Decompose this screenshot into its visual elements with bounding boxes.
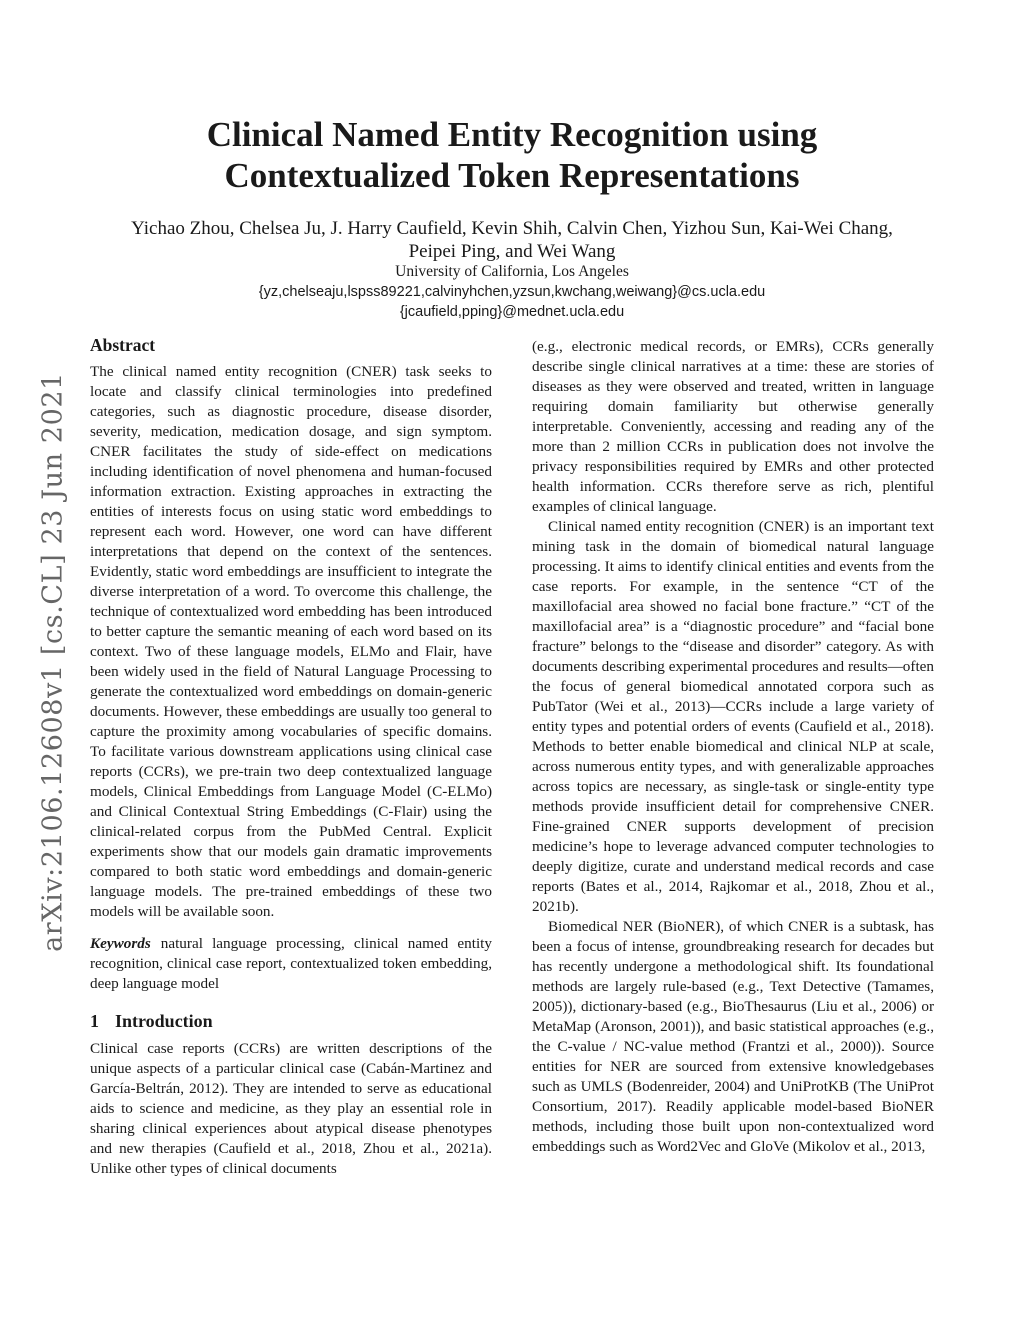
paper-title: [150, 114, 874, 196]
section-heading-introduction: [90, 1010, 492, 1033]
intro-paragraph-3: Clinical named entity recognition (CNER) is an important text mining task in the domain of biomedical natural language processing. It aims to identify clinical entities and events from the case reports. For example, in the sentence “CT of the maxillofacial area showed no facial bone fracture.” “CT of the maxillofacial area” is a “diagnostic procedure” and “facial bone fracture” belongs to the “disease and disorder” category. As with documents describing experimental procedures and results—often the focus of general biomedical annotated corpora such as PubTator (Wei et al., 2013)—CCRs include a large variety of entity types and potential orders of events (Caufield et al., 2018). Methods to better enable biomedical and clinical NLP at scale, across numerous entity types, and with generalizable approaches across topics are necessary, as single-task or single-entity type methods provide insufficient detail for comprehensive CNER. Fine-grained CNER supports development of precision medicine’s hope to leverage advanced computer technologies to deeply digitize, curate and understand medical records and case reports (Bates et al., 2014, Rajkomar et al., 2018, Zhou et al., 2021b).: [532, 518, 934, 915]
email-line-2: {jcaufield,pping}@mednet.ucla.edu: [399, 304, 625, 320]
keywords-label: Keywords: [90, 935, 151, 952]
intro-paragraph-4: Biomedical NER (BioNER), of which CNER is a subtask, has been a focus of intense, groundbreaking research for decades but has recently undergone a methodological shift. Its foundational methods are largely rule-based (e.g., Text Detective (Tamames, 2005)), dictionary-based (e.g., BioThesaurus (Liu et al., 2006) or MetaMap (Aronson, 2001)), and basic statistical approaches (e.g., the C-value / NC-value method (Frantzi et al., 2000)). Source entities for NER are sourced from extensive knowledgebases such as UMLS (Bodenreider, 2004) and UniProtKB (The UniProt Consortium, 2017). Readily applicable model-based BioNER methods, including those built upon non-contextualized word embeddings such as Word2Vec and GloVe (Mikolov et al., 2013,: [532, 918, 934, 1155]
keywords-text: natural language processing, clinical named entity recognition, clinical case report, contextualized token embedding, deep language model: [90, 935, 492, 992]
affiliation: University of California, Los Angeles: [395, 263, 629, 280]
arxiv-sidebar-stamp: [28, 372, 78, 952]
intro-paragraph-2: (e.g., electronic medical records, or EMRs), CCRs generally describe single clinical narratives at a time: these are stories of diseases as they were observed and treated, written in language requiring domain familiarity but otherwise generally interpretable. Conveniently, accessing and reading any of the more than 2 million CCRs in publication does not involve the privacy responsibilities required by EMRs and other protected health information. CCRs therefore serve as rich, plentiful examples of clinical language.: [532, 338, 934, 515]
keywords: [90, 934, 492, 994]
author-list: [100, 217, 924, 263]
abstract-heading: Abstract: [90, 335, 156, 355]
right-column: [532, 337, 934, 1157]
authors-line-1: Yichao Zhou, Chelsea Ju, J. Harry Caufield, Kevin Shih, Calvin Chen, Yizhou Sun, Kai-Wei Chang,: [131, 218, 893, 239]
abstract-text: The clinical named entity recognition (CNER) task seeks to locate and classify clinical terminologies into predefined categories, such as diagnostic procedure, disease disorder, severity, medication, medication dosage, and sign symptom. CNER facilitates the study of side-effect on medications including identification of novel phenomena and human-focused information extraction. Existing approaches in extracting the entities of interests focus on using static word embeddings to represent each word. However, one word can have different interpretations that depend on the context of the sentences. Evidently, static word embeddings are insufficient to integrate the diverse interpretation of a word. To overcome this challenge, the technique of contextualized word embedding has been introduced to better capture the semantic meaning of each word based on its context. Two of these language models, ELMo and Flair, have been widely used in the field of Natural Language Processing to generate the contextualized word embeddings on domain-generic documents. However, these embeddings are usually too general to capture the proximity among vocabularies of specific domains. To facilitate various downstream applications using clinical case reports (CCRs), we pre-train two deep contextualized language models, Clinical Embeddings from Language Model (C-ELMo) and Clinical Contextual String Embeddings (C-Flair) using the clinical-related corpus from the PubMed Central. Explicit experiments show that our models gain dramatic improvements compared to both static word embeddings and domain-generic language models. The pre-trained embeddings of these two models will be available soon.: [90, 363, 492, 920]
section-number: 1: [90, 1011, 99, 1031]
arxiv-id: arXiv:2106.12608v1 [cs.CL] 23 Jun 2021: [37, 372, 69, 952]
title-line-1: Clinical Named Entity Recognition using: [206, 115, 818, 154]
left-column: [90, 334, 492, 1179]
authors-line-2: Peipei Ping, and Wei Wang: [408, 241, 616, 262]
affiliation-block: [100, 262, 924, 322]
intro-paragraph-1: Clinical case reports (CCRs) are written descriptions of the unique aspects of a particular clinical case (Cabán-Martinez and García-Beltrán, 2012). They are intended to serve as educational aids to science and medicine, as they play an essential role in sharing clinical experiences about atypical disease phenotypes and new therapies (Caufield et al., 2018, Zhou et al., 2021a). Unlike other types of clinical documents: [90, 1040, 492, 1177]
email-line-1: {yz,chelseaju,lspss89221,calvinyhchen,yzsun,kwchang,weiwang}@cs.ucla.edu: [258, 284, 766, 300]
section-title: Introduction: [115, 1011, 213, 1031]
title-line-2: Contextualized Token Representations: [224, 156, 800, 195]
